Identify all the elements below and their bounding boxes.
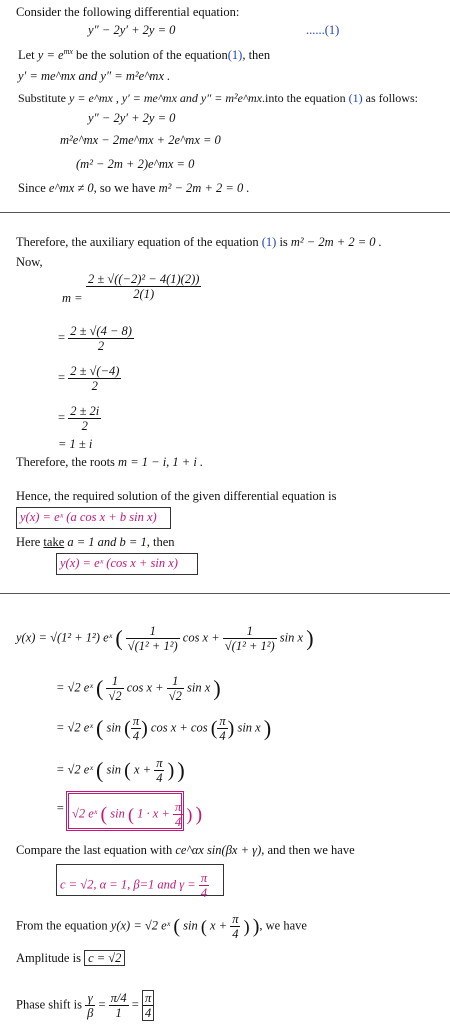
m-step-1: $\frac{\text{2 ± √((−2)² − 4(1)(2))}}{2(1)}$ <box>88 272 200 301</box>
sub-step-3: (m² − 2m + 2)e^mx = 0 <box>76 157 195 171</box>
sub-step-1: y″ − 2y′ + 2y = 0 <box>88 111 176 125</box>
here-take-line: Here take a = 1 and b = 1, then <box>16 535 175 549</box>
m-step-2: = $\frac{2 \pm √(4 - 8)}{2}$ <box>58 324 132 353</box>
rewrite-step-3: = √2 eˣ ( sin ( $\frac{\pi}{4}$ ) cos x + cos ( $\frac{\pi}{4}$ ) sin x ) <box>56 714 272 743</box>
substitute-line: Substitute y = e^mx , y′ = me^mx and y″ = m²e^mx.into the equation (1) as follows: <box>18 91 418 105</box>
from-line: From the equation y(x) = √2 eˣ ( sin ( x + $\frac{\pi}{4}$ ) ), we have <box>16 912 307 941</box>
derivatives-line: y′ = me^mx and y″ = m²e^mx . <box>18 69 171 83</box>
m-equals: m = <box>62 291 83 305</box>
general-solution: y(x) = eˣ (a cos x + b sin x) <box>20 510 157 524</box>
amplitude-line: Amplitude is c = √2 <box>16 950 125 966</box>
rewrite-step-1: y(x) = √(1² + 1²) eˣ ( $\frac{1}{\text{√(1² + 1²)}}$ cos x + $\frac{1}{\text{√(1² + 1²)}}$ sin x ) <box>16 624 314 653</box>
rewrite-step-2: = √2 eˣ ( $\frac{1}{√2}$ cos x + $\frac{1}{√2}$ sin x ) <box>56 674 221 703</box>
hence-line: Hence, the required solution of the given differential equation is <box>16 489 337 503</box>
amplitude-value: c = √2 <box>84 950 125 966</box>
sub-step-2: m²e^mx − 2me^mx + 2e^mx = 0 <box>60 133 221 147</box>
m-step-4: = $\frac{2 \pm 2i}{2}$ <box>58 404 100 433</box>
divider-1 <box>0 212 450 213</box>
now-text: Now, <box>16 255 43 269</box>
compare-line: Compare the last equation with ce^αx sin(βx + γ), and then we have <box>16 843 355 857</box>
equation-de: y″ − 2y′ + 2y = 0 <box>88 23 176 37</box>
divider-2 <box>0 593 450 594</box>
let-line: Let $y = e^{mx}$ be the solution of the equation(1), then <box>18 47 271 63</box>
params: c = √2, α = 1, β=1 and γ = $\frac{\pi}{4}$ <box>60 871 208 900</box>
intro-text: Consider the following differential equation: <box>16 5 240 19</box>
particular-solution: y(x) = eˣ (cos x + sin x) <box>60 556 178 570</box>
phase-line: Phase shift is $\frac{\gamma}{\beta}$ = $\frac{\pi/4}{1}$ = $\frac{\pi}{4}$ <box>16 990 154 1021</box>
rewrite-step-4: = √2 eˣ ( sin ( x + $\frac{\pi}{4}$ ) ) <box>56 756 185 785</box>
final-form: √2 eˣ ( sin ( 1 · x + $\frac{\pi}{4}$ ) ) <box>72 800 203 829</box>
phase-value: $\frac{\pi}{4}$ <box>142 990 154 1021</box>
m-step-3: = $\frac{2 \pm √(-4)}{2}$ <box>58 364 120 393</box>
since-line: Since e^mx ≠ 0, so we have m² − 2m + 2 = 0 . <box>18 181 250 195</box>
roots-line: Therefore, the roots m = 1 − i, 1 + i . <box>16 455 204 469</box>
aux-line: Therefore, the auxiliary equation of the equation (1) is m² − 2m + 2 = 0 . <box>16 235 382 249</box>
equation-tag: ......(1) <box>306 23 340 37</box>
rewrite-step-5-eq: = <box>56 801 65 815</box>
m-step-5: = 1 ± i <box>58 437 93 451</box>
